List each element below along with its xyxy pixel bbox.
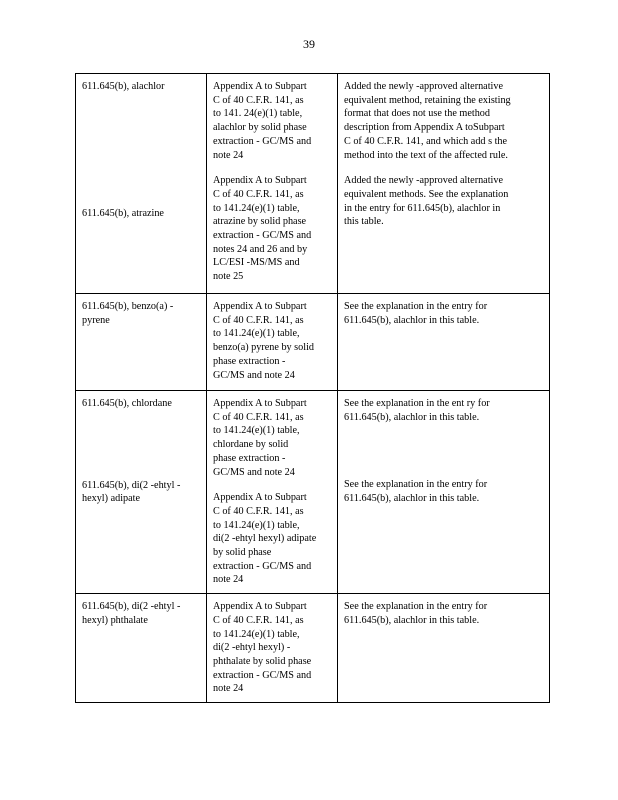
section-entry: 611.645(b), chlordane: [82, 398, 172, 409]
source-cell: [207, 74, 338, 294]
source-cell: [207, 391, 338, 594]
table-row: [76, 391, 550, 594]
explanation-entry: See the explanation in the entry for 611.645(b), alachlor in this table.: [344, 301, 488, 326]
source-entry: Appendix A to Subpart C of 40 C.F.R. 141, as to 141. 24(e)(1) table, alachlor by solid phase extraction - GC/MS and note 24: [213, 81, 312, 161]
table-row: [76, 594, 550, 703]
section-entry: 611.645(b), alachlor: [82, 81, 165, 92]
section-cell: [76, 74, 207, 294]
explanation-cell: [338, 594, 550, 703]
page-number: 39: [303, 37, 315, 51]
source-entry: Appendix A to Subpart C of 40 C.F.R. 141, as to 141.24(e)(1) table, di(2 -ehtyl hexyl) adipate by solid phase extraction - GC/MS and note 24: [213, 492, 317, 586]
explanation-cell: [338, 391, 550, 594]
regulation-amendments-table: [75, 73, 550, 703]
explanation-entry: Added the newly -approved alternative equivalent methods. See the explanation in the entry for 611.645(b), alachlor in this table.: [344, 175, 509, 228]
explanation-cell: [338, 74, 550, 294]
table-row: [76, 294, 550, 391]
source-entry: Appendix A to Subpart C of 40 C.F.R. 141, as to 141.24(e)(1) table, atrazine by solid phase extraction - GC/MS and notes 24 and 26 and by LC/ESI -MS/MS and note 25: [213, 175, 312, 283]
source-cell: [207, 594, 338, 703]
source-entry: Appendix A to Subpart C of 40 C.F.R. 141, as to 141.24(e)(1) table, benzo(a) pyrene by solid phase extraction - GC/MS and note 24: [213, 301, 314, 381]
table-row: [76, 74, 550, 294]
section-entry: 611.645(b), benzo(a) - pyrene: [82, 301, 174, 326]
explanation-entry: See the explanation in the entry for 611.645(b), alachlor in this table.: [344, 479, 488, 505]
explanation-cell: [338, 294, 550, 391]
section-entry: 611.645(b), di(2 -ehtyl - hexyl) phthalate: [82, 601, 181, 626]
section-cell: [76, 391, 207, 594]
source-entry: Appendix A to Subpart C of 40 C.F.R. 141, as to 141.24(e)(1) table, chlordane by solid phase extraction - GC/MS and note 24: [213, 398, 307, 478]
section-entry: 611.645(b), di(2 -ehtyl - hexyl) adipate: [82, 479, 181, 505]
section-cell: [76, 594, 207, 703]
explanation-entry: See the explanation in the ent ry for 611.645(b), alachlor in this table.: [344, 398, 490, 423]
explanation-entry: See the explanation in the entry for 611.645(b), alachlor in this table.: [344, 601, 488, 626]
section-cell: [76, 294, 207, 391]
section-entry: 611.645(b), atrazine: [82, 207, 164, 219]
source-entry: Appendix A to Subpart C of 40 C.F.R. 141, as to 141.24(e)(1) table, di(2 -ehtyl hexyl) - phthalate by solid phase extraction - GC/MS and note 24: [213, 601, 312, 695]
explanation-entry: Added the newly -approved alternative equivalent method, retaining the existing format that does not use the method description from Appendix A toSubpart C of 40 C.F.R. 141, and which add s the method into the text of the affected rule.: [344, 81, 511, 161]
source-cell: [207, 294, 338, 391]
